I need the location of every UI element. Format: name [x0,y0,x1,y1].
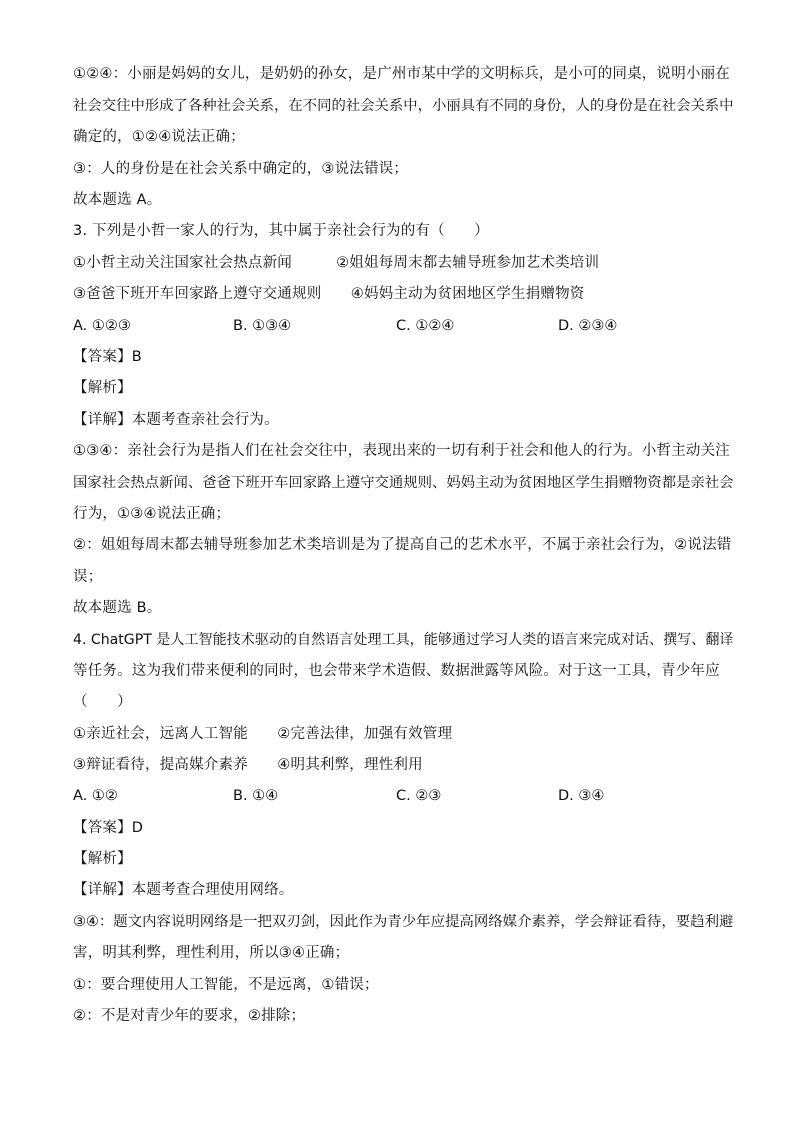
question-3-statement: ③爸爸下班开车回家路上遵守交通规则 ④妈妈主动为贫困地区学生捐赠物资 [73,286,585,302]
question-3-statement: ①小哲主动关注国家社会热点新闻 ②姐姐每周末都去辅导班参加艺术类培训 [73,255,600,271]
q4-option-d: D. ③④ [558,788,605,804]
text-line: ②：不是对青少年的要求，②排除； [73,1008,306,1024]
text-line: ①②④：小丽是妈妈的女儿，是奶奶的孙女，是广州市某中学的文明标兵，是小可的同桌，说明小丽在 [73,66,730,82]
question-4-stem: 等任务。这为我们带来便利的同时，也会带来学术造假、数据泄露等风险。对于这一工具，青少年应 [73,663,720,679]
text-line: 误； [73,569,103,585]
detail-label: 【详解】本题考查合理使用网络。 [73,882,294,898]
text-line: 害，明其利弊，理性利用，所以③④正确； [73,945,350,961]
q3-option-a: A. ①②③ [73,318,131,334]
text-line: ③：人的身份是在社会关系中确定的，③说法错误； [73,161,409,177]
question-4-stem: 4. ChatGPT 是人工智能技术驱动的自然语言处理工具，能够通过学习人类的语言来完成对话、撰写、翻译 [73,632,734,648]
answer-label: 【答案】B [73,349,142,365]
text-line: 国家社会热点新闻、爸爸下班开车回家路上遵守交通规则、妈妈主动为贫困地区学生捐赠物资都是亲社会 [73,475,734,491]
question-4-stem: （ ） [73,694,132,710]
text-line: 行为，①③④说法正确； [73,506,231,522]
q3-option-d: D. ②③④ [558,318,618,334]
text-line: ②：姐姐每周末都去辅导班参加艺术类培训是为了提高自己的艺术水平，不属于亲社会行为，②说法错 [73,537,732,553]
analysis-label: 【解析】 [73,380,132,396]
text-line: ①③④：亲社会行为是指人们在社会交往中，表现出来的一切有利于社会和他人的行为。小哲主动关注 [73,443,730,459]
detail-label: 【详解】本题考查亲社会行为。 [73,412,279,428]
text-line: 确定的，①②④说法正确； [73,129,245,145]
text-line: ①：要合理使用人工智能，不是远离，①错误； [73,977,379,993]
text-line: 社会交往中形成了各种社会关系，在不同的社会关系中，小丽具有不同的身份，人的身份是在社会关系中 [73,98,734,114]
q4-option-b: B. ①④ [233,788,279,804]
q4-option-c: C. ②③ [396,788,442,804]
text-line: 故本题选 B。 [73,600,162,616]
text-line: ③④：题文内容说明网络是一把双刃剑，因此作为青少年应提高网络媒介素养，学会辩证看待，要趋利避 [73,914,734,930]
q3-option-b: B. ①③④ [233,318,292,334]
question-4-statement: ③辩证看待，提高媒介素养 ④明其利弊，理性利用 [73,757,423,773]
q4-option-a: A. ①② [73,788,118,804]
q3-option-c: C. ①②④ [396,318,455,334]
answer-label: 【答案】D [73,820,144,836]
text-line: 故本题选 A。 [73,192,162,208]
question-4-statement: ①亲近社会，远离人工智能 ②完善法律，加强有效管理 [73,726,453,742]
analysis-label: 【解析】 [73,851,132,867]
question-3-stem: 3. 下列是小哲一家人的行为，其中属于亲社会行为的有（ ） [73,223,489,239]
